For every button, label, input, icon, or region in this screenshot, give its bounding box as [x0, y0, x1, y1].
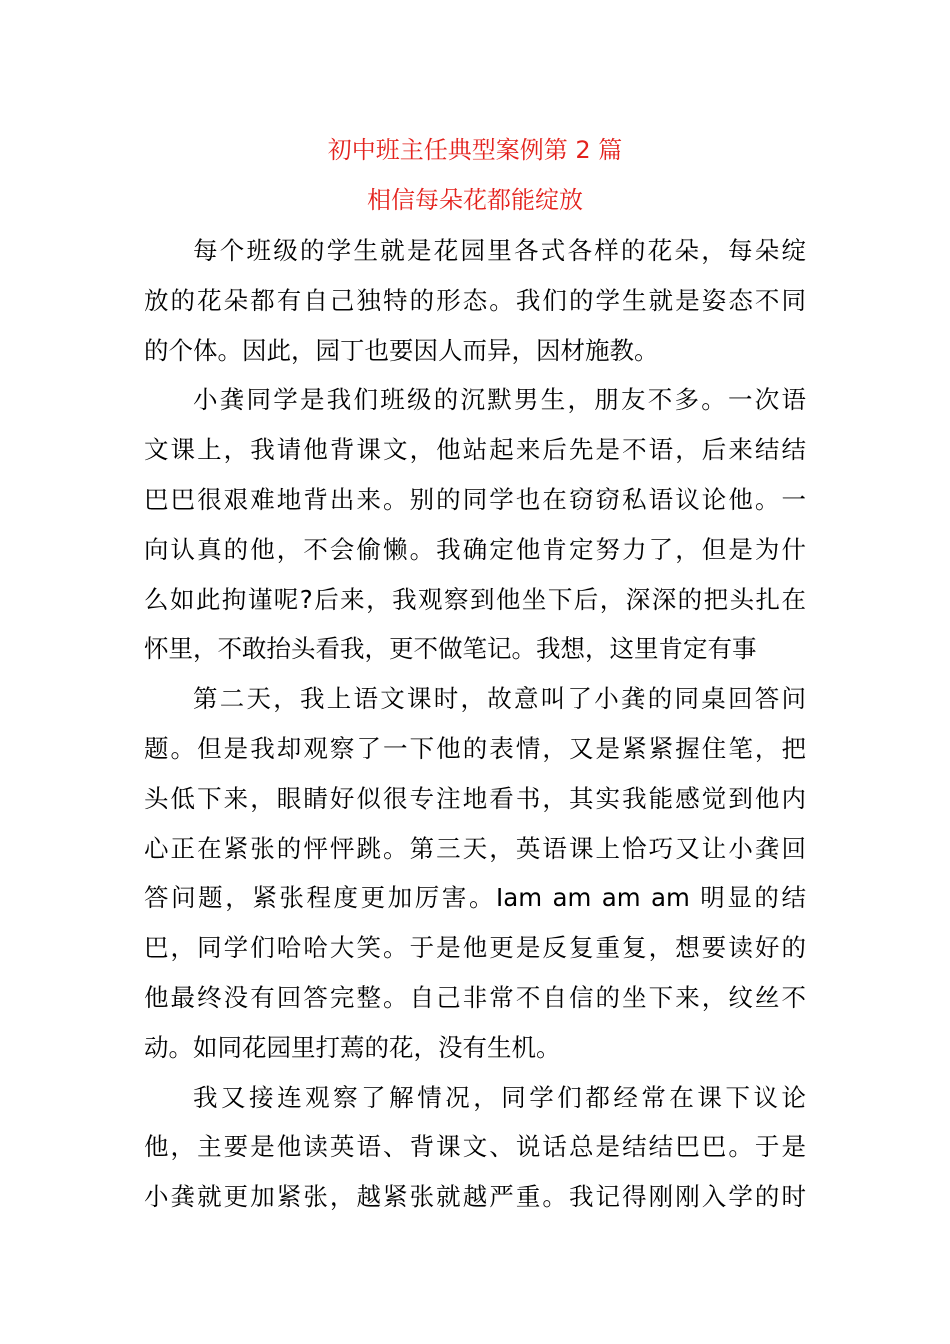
text-line: 小龚就更加紧张，越紧张就越严重。我记得刚刚入学的时: [144, 1182, 806, 1212]
text-line: 答问题，紧张程度更加厉害。Iam am am am 明显的结: [144, 883, 806, 913]
text-line: 巴巴很艰难地背出来。别的同学也在窃窃私语议论他。一: [144, 484, 806, 514]
text-line: 放的花朵都有自己独特的形态。我们的学生就是姿态不同: [144, 285, 806, 315]
text-line: 题。但是我却观察了一下他的表情，又是紧紧握住笔，把: [144, 733, 806, 763]
text-line: 小龚同学是我们班级的沉默男生，朋友不多。一次语: [193, 385, 806, 415]
text-line: 的个体。因此，园丁也要因人而异，因材施教。: [144, 335, 659, 365]
text-line: 他最终没有回答完整。自己非常不自信的坐下来，纹丝不: [144, 982, 806, 1012]
text-line: 心正在紧张的怦怦跳。第三天，英语课上恰巧又让小龚回: [144, 833, 806, 863]
text-line: 向认真的他，不会偷懒。我确定他肯定努力了，但是为什: [144, 534, 806, 564]
paragraph-1: [144, 226, 806, 375]
paragraph-2: [144, 375, 806, 674]
paragraph-3: [144, 674, 806, 1072]
document-body: [144, 226, 806, 1222]
text-line: 文课上，我请他背课文，他站起来后先是不语，后来结结: [144, 435, 806, 465]
text-line: 头低下来，眼睛好似很专注地看书，其实我能感觉到他内: [144, 783, 806, 813]
text-line: 每个班级的学生就是花园里各式各样的花朵，每朵绽: [193, 236, 806, 265]
text-line: 第二天，我上语文课时，故意叫了小龚的同桌回答问: [193, 684, 806, 714]
text-line: 他，主要是他读英语、背课文、说话总是结结巴巴。于是: [144, 1132, 806, 1162]
text-line: 动。如同花园里打蔫的花，没有生机。: [144, 1032, 561, 1062]
text-line: 怀里，不敢抬头看我，更不做笔记。我想，这里肯定有事: [144, 634, 757, 664]
document-title: 初中班主任典型案例第 2 篇: [327, 136, 623, 164]
text-line: 么如此拘谨呢?后来，我观察到他坐下后，深深的把头扎在: [144, 584, 806, 614]
text-line: 巴，同学们哈哈大笑。于是他更是反复重复，想要读好的: [144, 933, 806, 963]
paragraph-4: [144, 1073, 806, 1222]
text-line: 我又接连观察了解情况，同学们都经常在课下议论: [193, 1082, 806, 1112]
document-subtitle: 相信每朵花都能绽放: [367, 186, 583, 214]
